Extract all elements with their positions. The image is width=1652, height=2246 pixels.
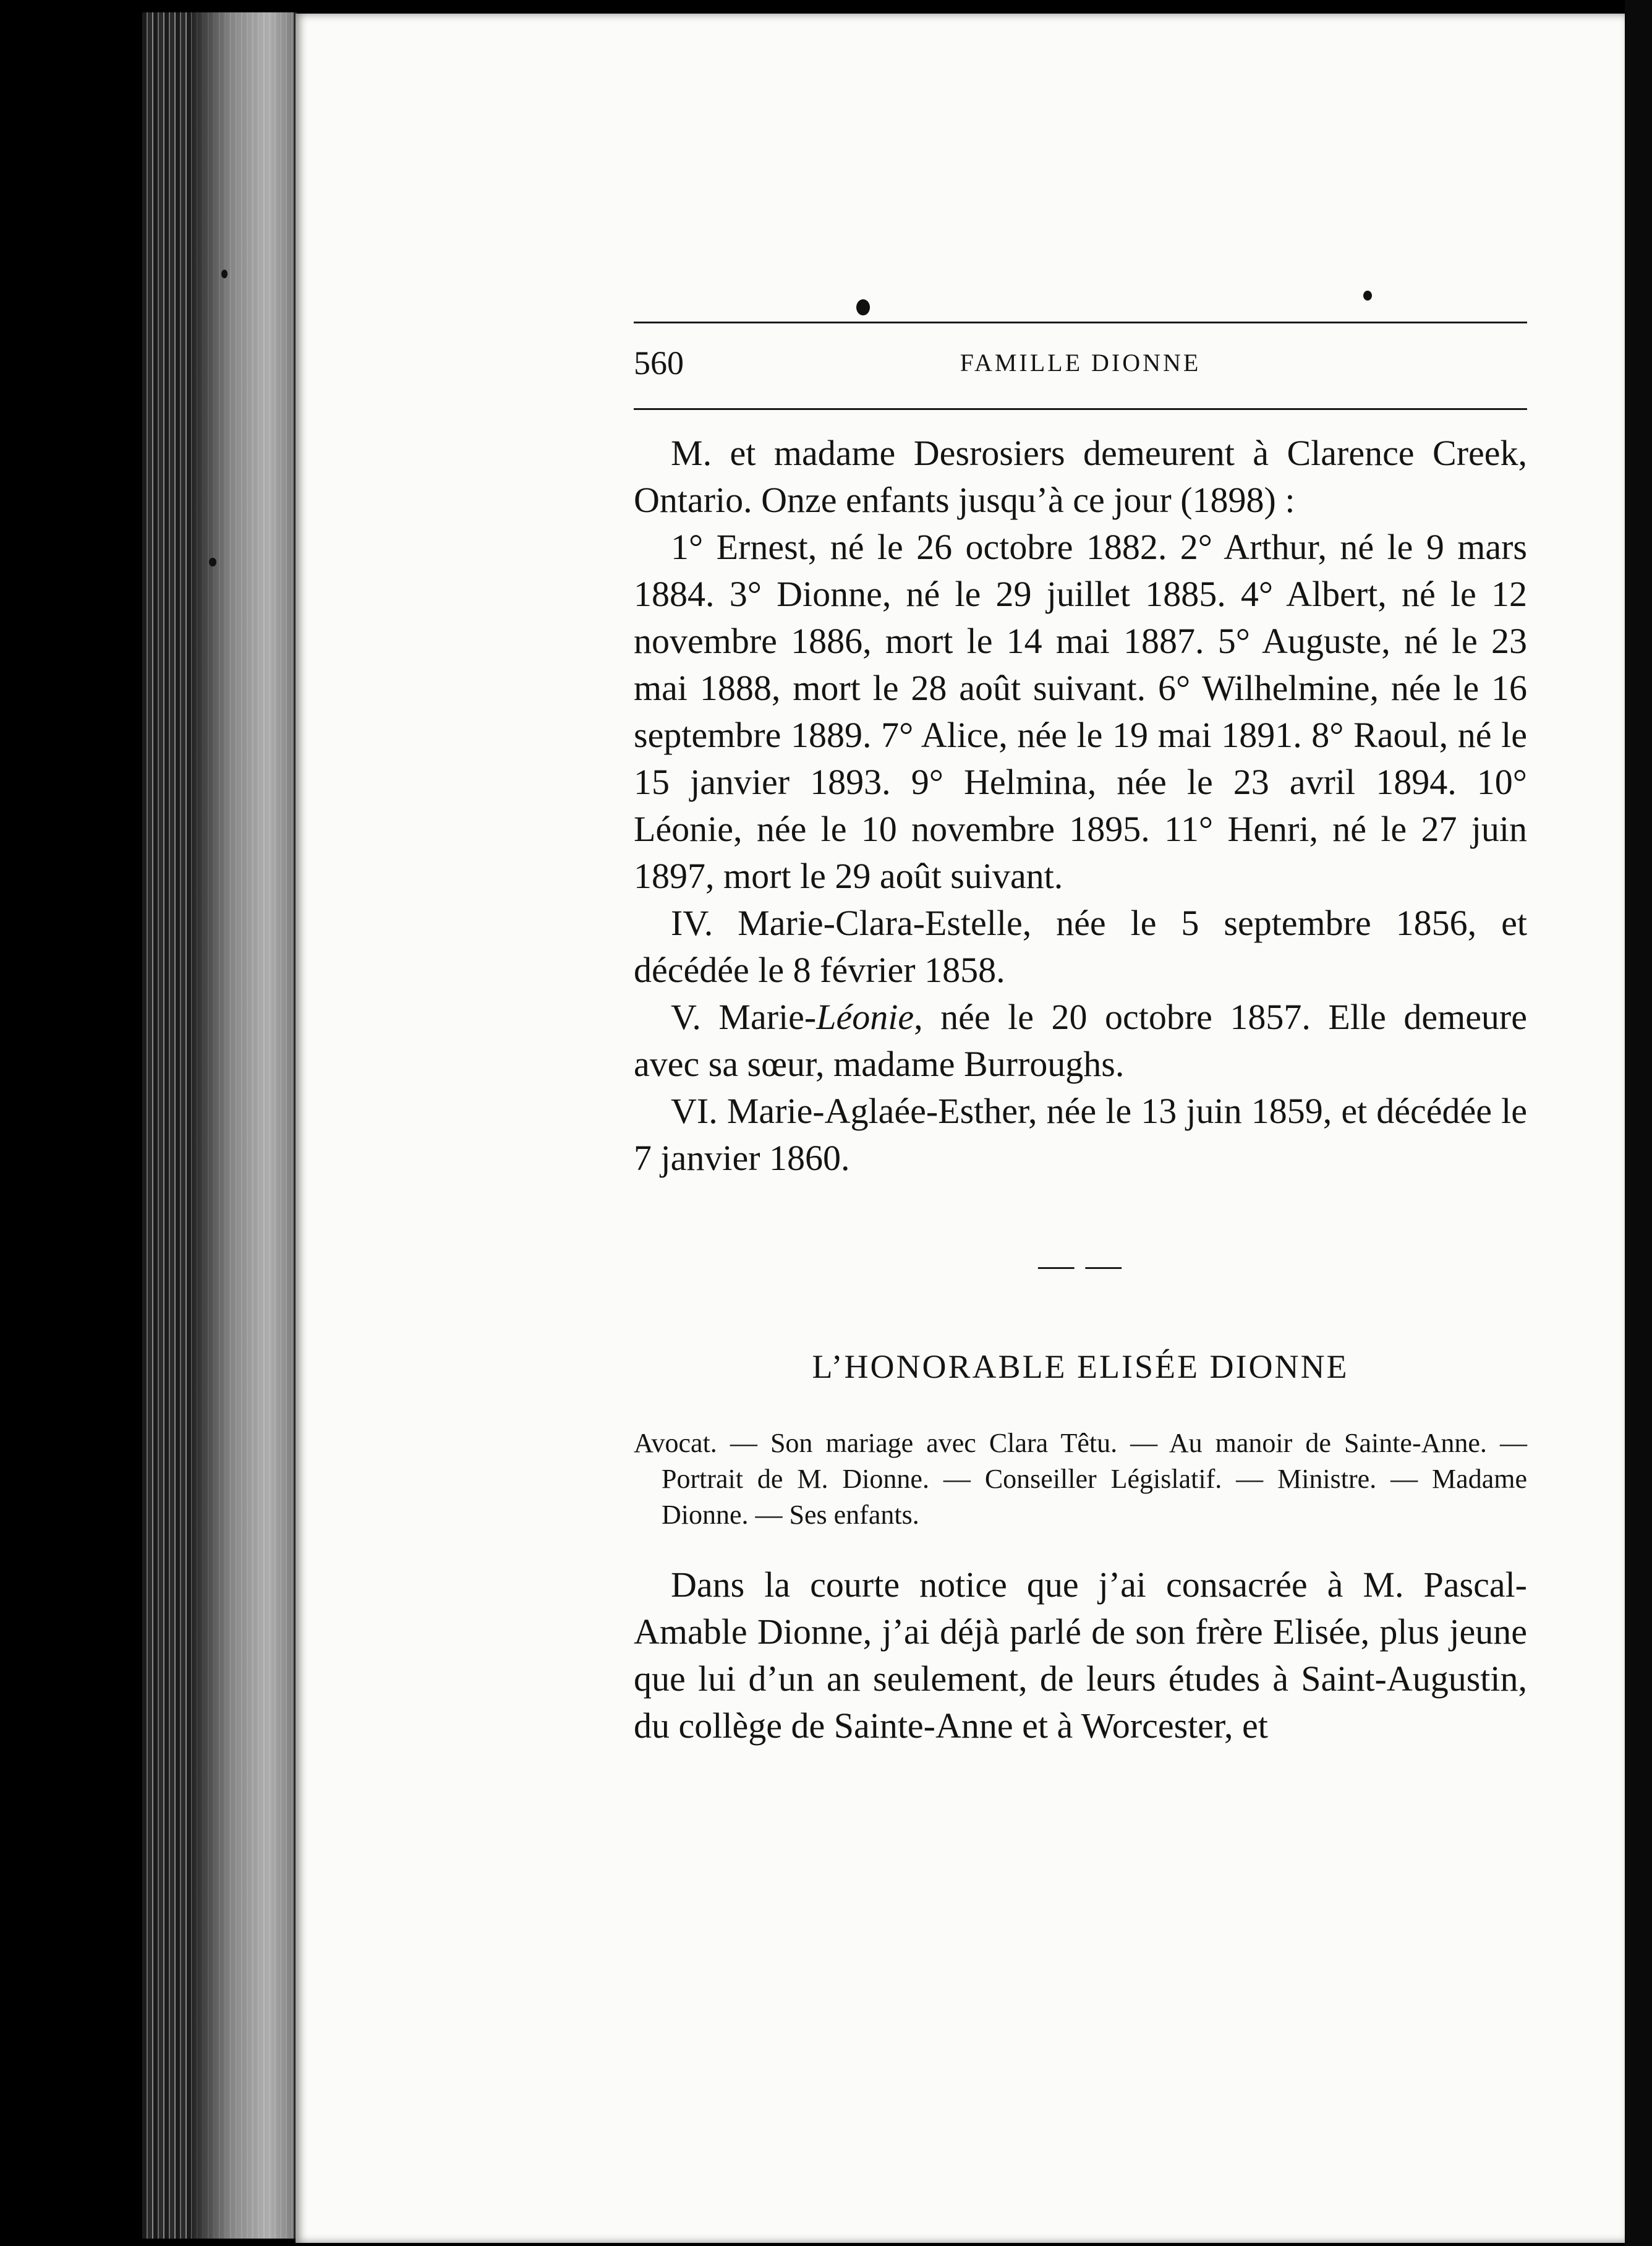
header-rule-bottom	[634, 408, 1527, 410]
header-rule-top	[634, 322, 1527, 323]
paragraph: VI. Marie-Aglaée-Esther, née le 13 juin 1859, et décédée le 7 janvier 1860.	[634, 1091, 1527, 1178]
running-head: FAMILLE DIONNE	[960, 349, 1201, 377]
page-number: 560	[634, 344, 684, 382]
right-margin-dark	[1625, 0, 1652, 2246]
para-v-italic-name: Léonie	[816, 997, 914, 1037]
film-speck	[209, 558, 216, 566]
paragraph: M. et madame Desrosiers demeurent à Clarence Creek, Ontario. Onze enfants jusqu’à ce jour (1898) :	[634, 433, 1527, 520]
para-v-suffix: , née le 20 octobre 1857. Elle demeure avec sa sœur, madame Burroughs.	[634, 997, 1527, 1084]
film-speck	[221, 270, 228, 278]
section-intro-paragraph: Dans la courte notice que j’ai consacrée à M. Pascal-Amable Dionne, j’ai déjà parlé de son frère Elisée, plus jeune que lui d’un an seulement, de leurs études à Saint-Augustin, du collège de Sainte-Anne et à Worcester, et	[634, 1565, 1527, 1746]
paragraph: 1° Ernest, né le 26 octobre 1882. 2° Arthur, né le 9 mars 1884. 3° Dionne, né le 29 juillet 1885. 4° Albert, né le 12 novembre 1886, mort le 14 mai 1887. 5° Auguste, né le 23 mai 1888, mort le 28 août suivant. 6° Wilhelmine, née le 16 septembre 1889. 7° Alice, née le 19 mai 1891. 8° Raoul, né le 15 janvier 1893. 9° Helmina, née le 23 avril 1894. 10° Léonie, née le 10 novembre 1895. 11° Henri, né le 27 juin 1897, mort le 29 août suivant.	[634, 527, 1527, 896]
para-v-prefix: V. Marie-	[671, 997, 817, 1037]
paragraph	[634, 994, 1527, 1088]
page-header	[634, 335, 1527, 391]
film-speck	[856, 299, 870, 315]
section-title: L’HONORABLE ELISÉE DIONNE	[812, 1348, 1349, 1385]
body-text	[634, 430, 1527, 1182]
paragraph: IV. Marie-Clara-Estelle, née le 5 septembre 1856, et décédée le 8 février 1858.	[634, 903, 1527, 990]
book-edge-highlight	[192, 12, 294, 2239]
film-speck	[1363, 291, 1372, 301]
section-separator: — —	[1038, 1244, 1123, 1284]
section-summary: Avocat. — Son mariage avec Clara Têtu. — Au manoir de Sainte-Anne. — Portrait de M. Dionne. — Conseiller Législatif. — Ministre. — Madame Dionne. — Ses enfants.	[634, 1428, 1527, 1530]
